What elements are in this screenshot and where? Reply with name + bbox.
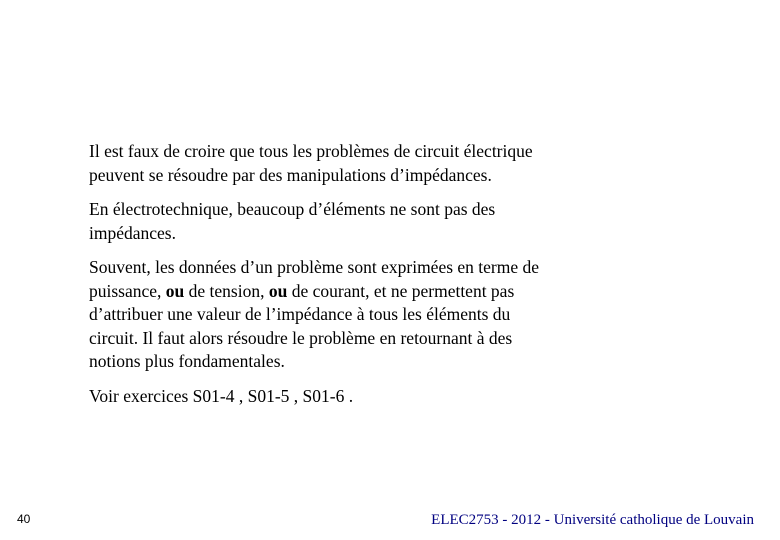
text-line	[89, 280, 619, 304]
text-fragment: de tension,	[184, 280, 269, 301]
paragraph-impedance-limits	[89, 140, 619, 187]
text-fragment: de courant, et ne permettent pas	[287, 280, 515, 301]
paragraph-electrotechnique	[89, 198, 619, 245]
text-line: Voir exercices S01-4 , S01-5 , S01-6 .	[89, 385, 354, 406]
paragraph-exercices	[89, 385, 619, 409]
slide-number: 40	[17, 512, 31, 526]
emphasis-ou: ou	[268, 280, 288, 301]
slide-body	[89, 140, 619, 408]
text-line: d’attribuer une valeur de l’impédance à tous les éléments du	[89, 304, 511, 324]
paragraph-donnees-probleme	[89, 256, 619, 374]
text-fragment: puissance,	[89, 280, 166, 301]
footer-course-info: ELEC2753 - 2012 - Université catholique de Louvain	[431, 512, 754, 528]
text-line: impédances.	[89, 222, 176, 243]
text-line: Il est faux de croire que tous les problèmes de circuit électrique	[89, 141, 533, 161]
text-line: notions plus fondamentales.	[89, 351, 285, 371]
text-line: En électrotechnique, beaucoup d’éléments ne sont pas des	[89, 199, 496, 219]
text-line: circuit. Il faut alors résoudre le problème en retournant à des	[89, 327, 513, 348]
text-line: peuvent se résoudre par des manipulations d’impédances.	[89, 164, 492, 185]
emphasis-ou: ou	[165, 280, 185, 301]
text-line: Souvent, les données d’un problème sont exprimées en terme de	[89, 257, 540, 277]
